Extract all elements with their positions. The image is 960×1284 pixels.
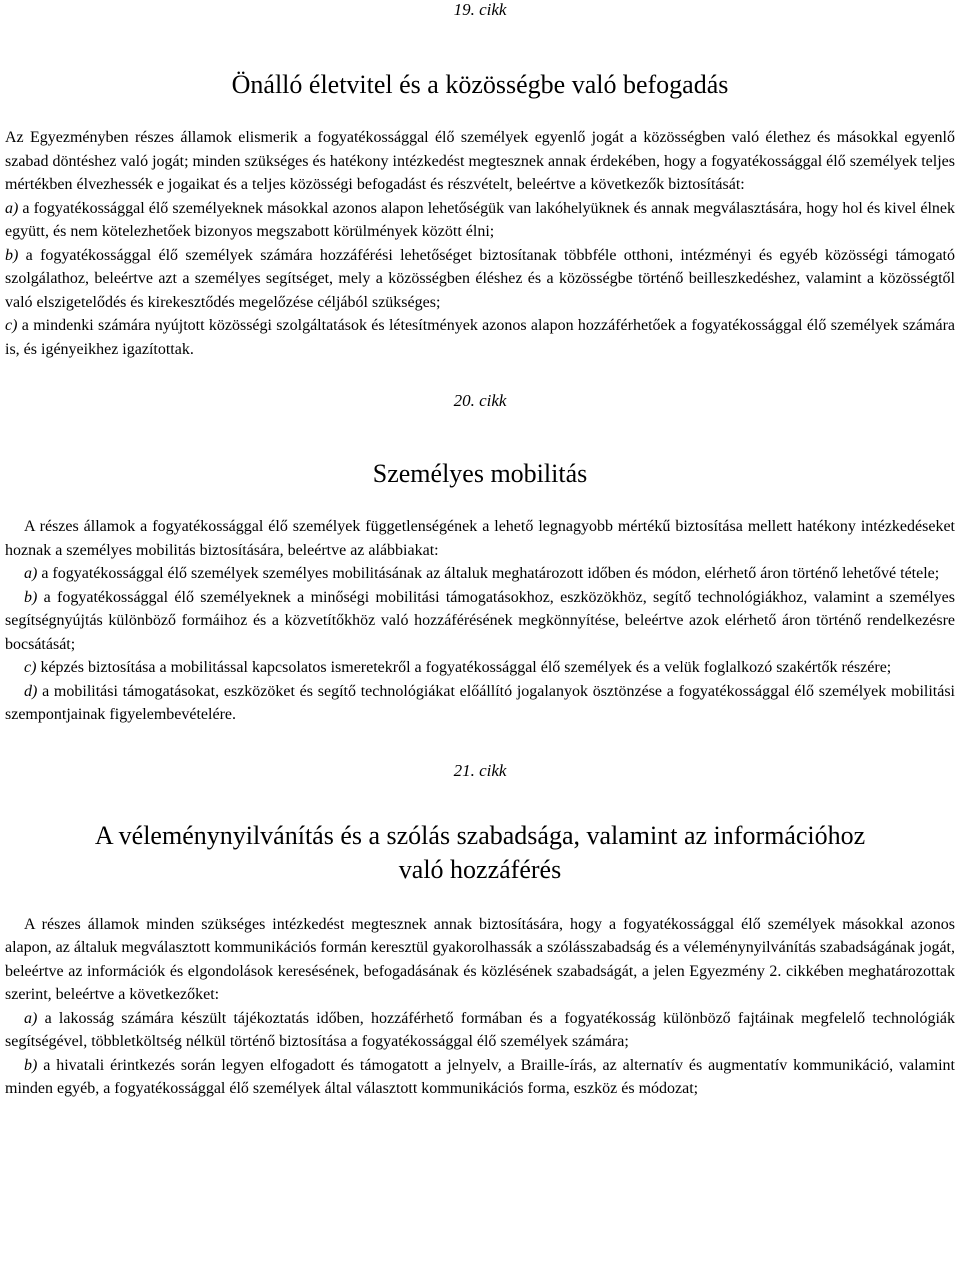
item-label: b) xyxy=(5,246,19,264)
list-item xyxy=(5,656,955,680)
article-number: 21. cikk xyxy=(453,760,507,780)
list-item xyxy=(5,314,955,361)
list-item xyxy=(5,244,955,315)
item-text: a fogyatékossággal élő személyeknek másokkal azonos alapon lehetőségük van lakóhelyüknek és annak megválasztására, hogy hol és kivel élnek együtt, és nem kötelezhetőek bizonyos megszabott körülmények között élni; xyxy=(5,199,955,240)
list-item xyxy=(5,562,955,586)
article-title: Önálló életvitel és a közösségbe való befogadás xyxy=(231,70,729,99)
item-text: a lakosság számára készült tájékoztatás időben, hozzáférhető formában és a fogyatékosság különböző fajtáinak megfelelő technológiák segítségével, többletköltség nélkül történő biztosítása a fogyatékossággal élő személyek számára; xyxy=(5,1009,955,1050)
item-label: a) xyxy=(24,1009,38,1027)
article-title: Személyes mobilitás xyxy=(372,459,588,488)
item-label: a) xyxy=(24,565,38,582)
item-text: a mindenki számára nyújtott közösségi szolgáltatások és létesítmények azonos alapon hozzáférhetőek a fogyatékossággal élő személyek számára is, és igényeikhez igazítottak. xyxy=(5,317,955,358)
item-text: a hivatali érintkezés során legyen elfogadott és támogatott a jelnyelv, a Braille-írás, az alternatív és augmentatív kommunikáció, valamint minden egyéb, a fogyatékossággal élő személyek által választott kommunikációs forma, eszköz és módozat; xyxy=(5,1056,955,1097)
item-label: b) xyxy=(24,588,38,606)
item-label: c) xyxy=(5,317,18,334)
list-item xyxy=(5,197,955,244)
item-label: c) xyxy=(24,659,37,676)
item-label: a) xyxy=(5,199,19,217)
article-title: A véleménynyilvánítás és a szólás szabadsága, valamint az információhoz való hozzáférés xyxy=(94,820,866,884)
list-item xyxy=(5,1007,955,1054)
list-item xyxy=(5,1054,955,1101)
item-text: a fogyatékossággal élő személyek személyes mobilitásának az általuk meghatározott időben és módon, elérhető áron történő lehetővé tétele; xyxy=(37,565,940,582)
article-intro: A részes államok minden szükséges intézkedést megtesznek annak biztosítására, hogy a fogyatékossággal élő személyek másokkal azonos alapon, az általuk megválasztott kommunikációs formán keresztül gyakorolhassák a szólásszabadság és a véleménynyilvánítás szabadságának jogát, beleértve az információk és elgondolások keresésének, befogadásának és közlésének szabadságát, a jelen Egyezmény 2. cikkében meghatározottak szerint, beleértve a következőket: xyxy=(5,915,955,1003)
article-20 xyxy=(5,391,955,727)
item-text: a fogyatékossággal élő személyek számára hozzáférési lehetőséget biztosítanak többféle otthoni, intézményi és egyéb közösségi támogató szolgálathoz, beleértve azt a személyes segítséget, mely a közösségben éléshez és a közösségbe történő beilleszkedéshez, valamint a közösségtől való elszigetelődés és kirekesztődés megelőzése céljából szükséges; xyxy=(5,246,955,311)
article-number: 20. cikk xyxy=(453,391,507,410)
item-text: képzés biztosítása a mobilitással kapcsolatos ismeretekről a fogyatékossággal élő személyek és a velük foglalkozó szakértők részére; xyxy=(36,659,892,676)
article-number: 19. cikk xyxy=(453,0,507,19)
article-intro: A részes államok a fogyatékossággal élő személyek függetlenségének a lehető legnagyobb mértékű biztosítása mellett hatékony intézkedéseket hoznak a személyes mobilitás biztosítására, beleértve az alábbiakat: xyxy=(5,518,955,559)
item-text: a mobilitási támogatásokat, eszközöket és segítő technológiákat előállító jogalanyok ösztönzése a fogyatékossággal élő személyek mobilitási szempontjainak figyelembevételére. xyxy=(5,682,955,723)
item-text: a fogyatékossággal élő személyeknek a minőségi mobilitási támogatásokhoz, eszközökhöz, segítő technológiákhoz, valamint a személyes segítségnyújtás különböző formáihoz és a közvetítőkhöz való hozzáférésének megkönnyítése, beleértve azok elérhető áron történő rendelkezésre bocsátását; xyxy=(5,588,955,653)
list-item xyxy=(5,586,955,657)
list-item xyxy=(5,680,955,727)
article-19 xyxy=(5,0,955,361)
item-label: d) xyxy=(24,682,38,700)
item-label: b) xyxy=(24,1056,38,1074)
article-intro: Az Egyezményben részes államok elismerik a fogyatékossággal élő személyek egyenlő jogát a közösségben való élethez és másokkal egyenlő szabad döntéshez való jogát; minden szükséges és hatékony intézkedést megtesznek annak érdekében, hogy a fogyatékossággal élő személyek teljes mértékben élvezhessék e jogaikat és a teljes közösségi befogadást és részvételt, beleértve a következők biztosítását: xyxy=(5,129,955,193)
article-21 xyxy=(5,761,955,1101)
